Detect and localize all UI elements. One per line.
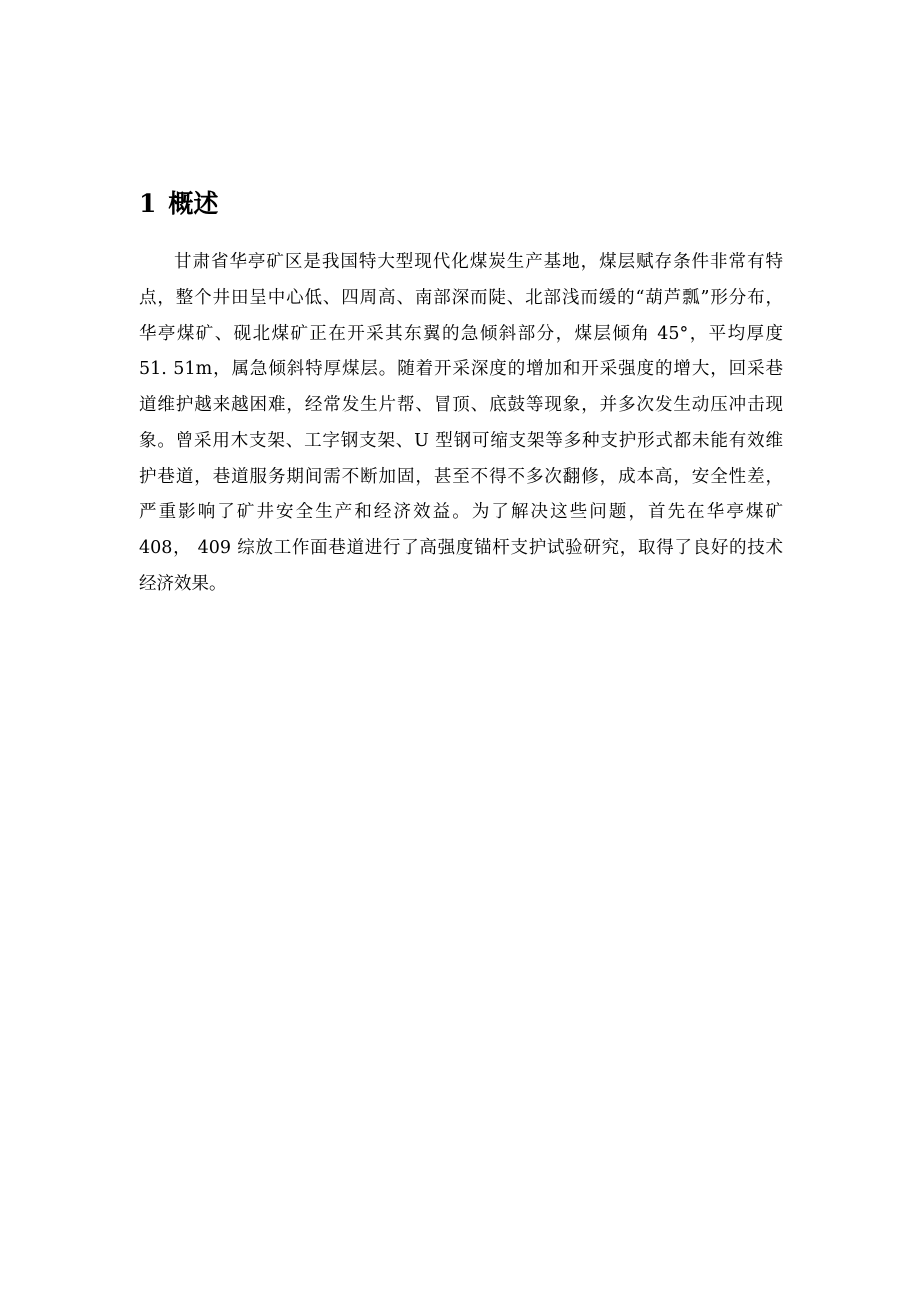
paragraph-line: 51. 51m，属急倾斜特厚煤层。随着开采深度的增加和开采强度的增大，回采巷 [139,359,783,379]
section-number: 1 [139,189,157,218]
paragraph-line: 经济效果。 [139,574,227,594]
paragraph-line: 护巷道，巷道服务期间需不断加固，甚至不得不多次翻修，成本高，安全性差， [139,467,783,487]
section-heading [139,186,218,222]
paragraph-line: 象。曾采用木支架、工字钢支架、U 型钢可缩支架等多种支护形式都未能有效维 [139,431,783,451]
paragraph-line: 道维护越来越困难，经常发生片帮、冒顶、底鼓等现象，并多次发生动压冲击现 [139,395,783,415]
paragraph-line: 严重影响了矿井安全生产和经济效益。为了解决这些问题，首先在华亭煤矿 [139,502,783,522]
paragraph-line: 点，整个井田呈中心低、四周高、南部深而陡、北部浅而缓的“葫芦瓢”形分布， [139,288,783,308]
paragraph-line: 华亭煤矿、砚北煤矿正在开采其东翼的急倾斜部分，煤层倾角 45°，平均厚度 [139,324,783,344]
paragraph-line: 408， 409 综放工作面巷道进行了高强度锚杆支护试验研究，取得了良好的技术 [139,538,783,558]
section-title: 概述 [168,189,219,218]
paragraph-line: 甘肃省华亭矿区是我国特大型现代化煤炭生产基地，煤层赋存条件非常有特 [174,252,783,272]
